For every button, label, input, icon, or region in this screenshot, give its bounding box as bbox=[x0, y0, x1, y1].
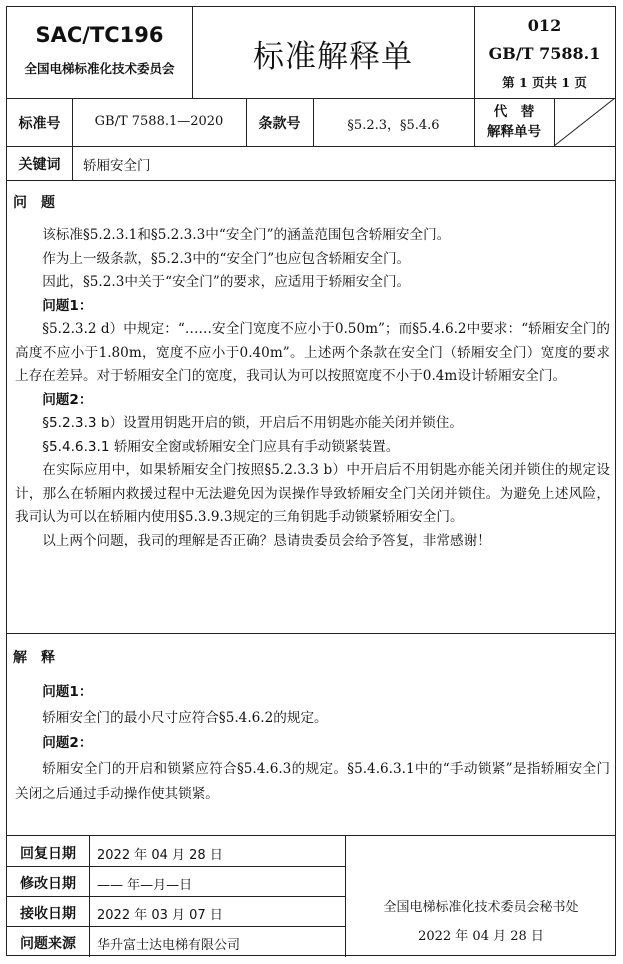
answer-2-text: 轿厢安全门的开启和锁紧应符合§5.4.6.3的规定。§5.4.6.3.1中的“手动锁紧”是指轿厢安全门关闭之后通过手动操作使其锁紧。 bbox=[15, 760, 610, 802]
standard-code: GB/T 7588.1 bbox=[488, 44, 601, 63]
keyword-value: 轿厢安全门 bbox=[83, 158, 151, 174]
question-source-value: 华升富士达电梯有限公司 bbox=[97, 938, 241, 953]
org-name: 全国电梯标准化技术委员会 bbox=[24, 61, 175, 76]
page-count: 第 1 页共 1 页 bbox=[502, 75, 587, 90]
question-2-citation-2: §5.4.6.3.1 轿厢安全窗或轿厢安全门应具有手动锁紧装置。 bbox=[42, 438, 400, 455]
question-heading: 问 题 bbox=[13, 195, 55, 211]
question-2-citation-1: §5.2.3.3 b）设置用钥匙开启的锁，开启后不用钥匙亦能关闭并锁住。 bbox=[42, 415, 463, 431]
question-2-label: 问题2： bbox=[42, 391, 93, 408]
receive-date-label: 接收日期 bbox=[20, 906, 76, 922]
replaces-label bbox=[474, 102, 554, 142]
question-paragraph: 作为上一级条款，§5.2.3中的“安全门”也应包含轿厢安全门。 bbox=[42, 250, 411, 267]
issuer-name: 全国电梯标准化技术委员会秘书处 bbox=[383, 900, 579, 915]
reply-date-value: 2022 年 04 月 28 日 bbox=[97, 848, 223, 863]
question-source-label: 问题来源 bbox=[20, 936, 76, 952]
question-closing: 以上两个问题，我司的理解是否正确？恳请贵委员会给予答复，非常感谢！ bbox=[42, 532, 491, 549]
interpretation-number: 012 bbox=[527, 16, 562, 35]
answer-heading: 解 释 bbox=[13, 650, 55, 666]
standard-number-value: GB/T 7588.1—2020 bbox=[94, 114, 224, 129]
org-code: SAC/TC196 bbox=[35, 23, 164, 47]
question-paragraph: 因此，§5.2.3中关于“安全门”的要求，应适用于轿厢安全门。 bbox=[42, 274, 411, 290]
keyword-label: 关键词 bbox=[18, 157, 61, 173]
question-paragraph: 该标准§5.2.3.1和§5.2.3.3中“安全门”的涵盖范围包含轿厢安全门。 bbox=[42, 227, 451, 243]
issue-date: 2022 年 04 月 28 日 bbox=[418, 929, 544, 944]
question-2-text: 在实际应用中，如果轿厢安全门按照§5.2.3.3 b）中开启后不用钥匙亦能关闭并锁住的规定设计，那么在轿厢内救援过程中无法避免因为误操作导致轿厢安全门关闭并锁住。为避免上述风险，我司认为可以在轿厢内使用§5.3.9.3规定的三角钥匙手动锁紧轿厢安全门。 bbox=[15, 462, 610, 525]
answer-2-label: 问题2： bbox=[42, 735, 93, 751]
answer-1-label: 问题1： bbox=[42, 684, 93, 700]
clause-number-value: §5.2.3，§5.4.6 bbox=[347, 118, 440, 133]
question-body bbox=[15, 224, 610, 553]
clause-number-label: 条款号 bbox=[258, 116, 301, 132]
modify-date-label: 修改日期 bbox=[20, 876, 76, 892]
empty-cell-slash bbox=[554, 98, 615, 146]
modify-date-value: —— 年—月—日 bbox=[97, 878, 193, 893]
document-frame bbox=[6, 6, 616, 956]
question-1-label: 问题1： bbox=[42, 297, 93, 314]
replaces-label-line2: 解释单号 bbox=[487, 124, 541, 140]
question-1-text: §5.2.3.2 d）中规定：“……安全门宽度不应小于0.50m”；而§5.4.6.2中要求：“轿厢安全门的高度不应小于1.80m，宽度不应小于0.40m”。上述两个条款在安全门（轿厢安全门）宽度的要求上存在差异。对于轿厢安全门的宽度，我司认为可以按照宽度不小于0.4m设计轿厢安全门。 bbox=[15, 321, 610, 384]
answer-body bbox=[15, 680, 610, 808]
standard-number-label: 标准号 bbox=[18, 116, 61, 132]
document-title: 标准解释单 bbox=[253, 39, 413, 75]
receive-date-value: 2022 年 03 月 07 日 bbox=[97, 908, 223, 923]
reply-date-label: 回复日期 bbox=[20, 846, 76, 862]
answer-1-text: 轿厢安全门的最小尺寸应符合§5.4.6.2的规定。 bbox=[42, 709, 328, 726]
replaces-label-line1: 代 替 bbox=[493, 104, 535, 120]
